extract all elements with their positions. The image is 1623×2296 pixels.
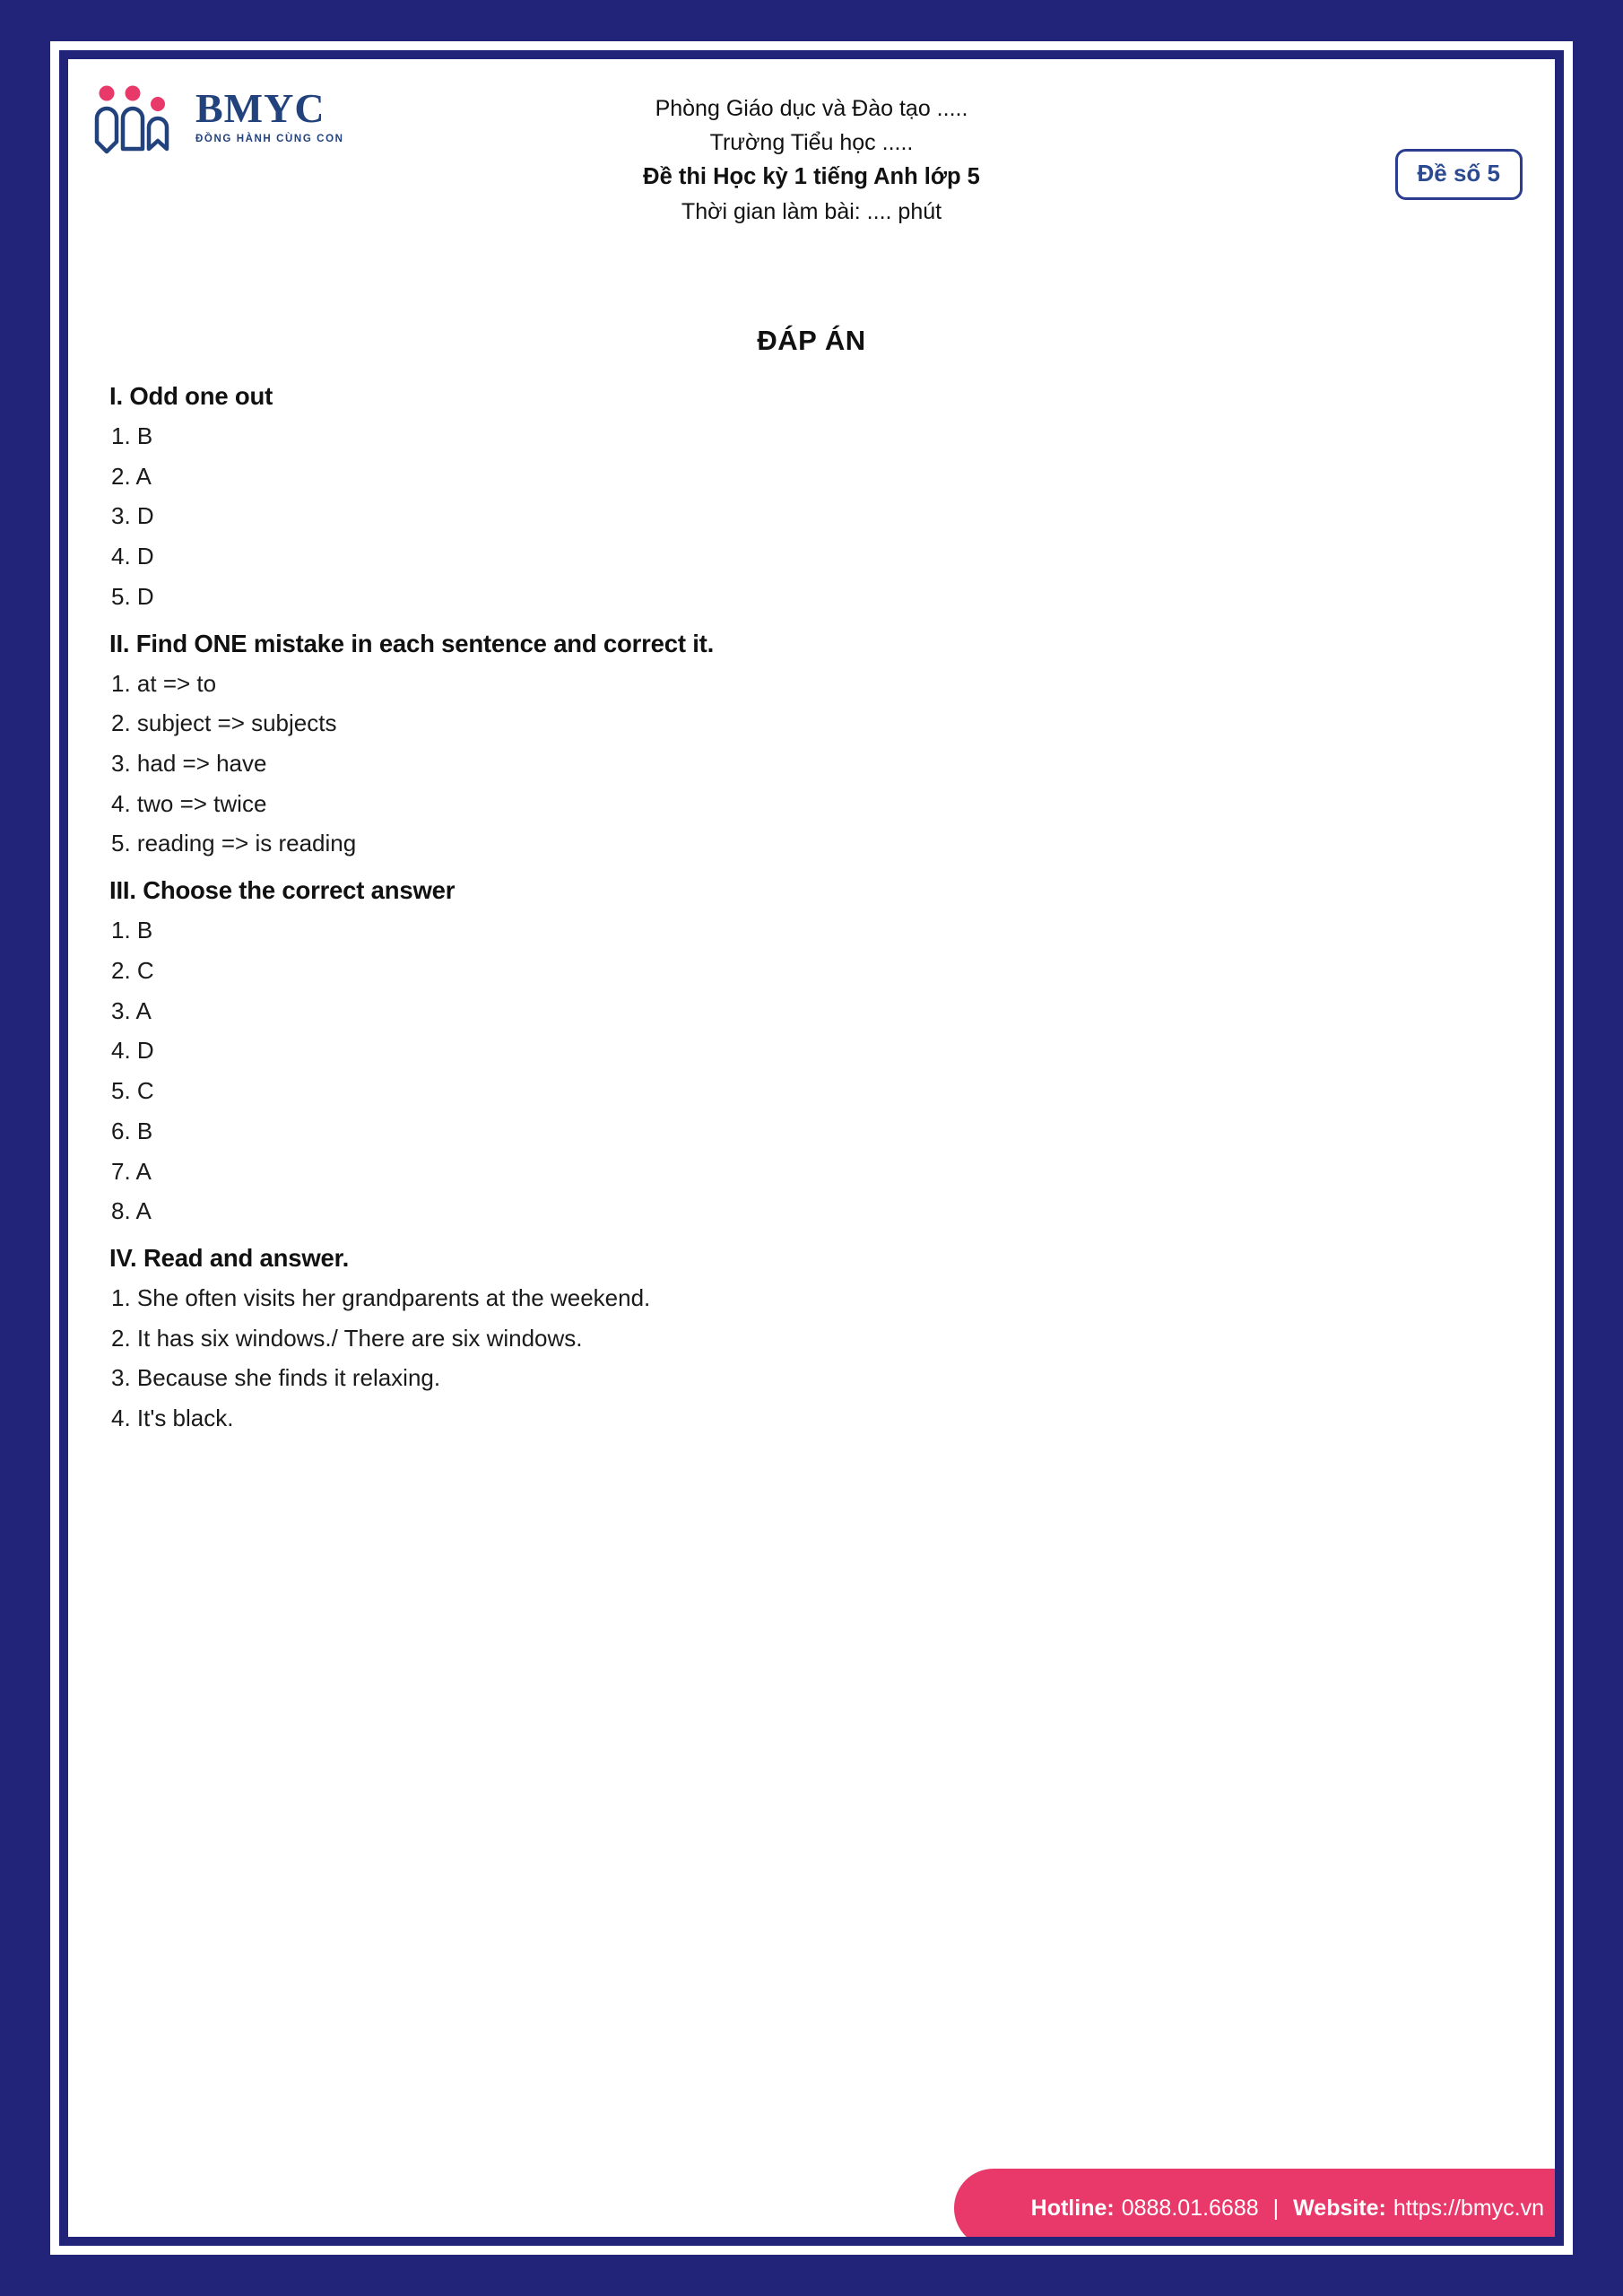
- section-i-item: 3. D: [111, 502, 154, 530]
- section-iii-item: 2. C: [111, 956, 154, 984]
- bmyc-logo-tagline: ĐỒNG HÀNH CÙNG CON: [195, 134, 344, 144]
- section-iii-item: 5. C: [111, 1077, 154, 1105]
- section-iv-item: 1. She often visits her grandparents at the weekend.: [111, 1283, 651, 1311]
- section-iv-item: 3. Because she finds it relaxing.: [111, 1364, 441, 1392]
- section-iii-heading: III. Choose the correct answer: [109, 876, 456, 905]
- header-line-exam-title: Đề thi Học kỳ 1 tiếng Anh lớp 5: [643, 164, 980, 189]
- section-ii-item: 4. two => twice: [111, 789, 267, 817]
- document-header: [68, 59, 1555, 319]
- header-line-department: Phòng Giáo dục và Đào tạo .....: [655, 96, 968, 121]
- section-i-item: 4. D: [111, 543, 154, 570]
- document-sheet: [68, 59, 1555, 2237]
- hotline-value: 0888.01.6688: [1121, 2195, 1259, 2221]
- section-i-item: 1. B: [111, 422, 153, 449]
- section-ii-item: 1. at => to: [111, 669, 217, 697]
- contact-footer-bar: [954, 2169, 1555, 2237]
- section-ii-heading: II. Find ONE mistake in each sentence and correct it.: [109, 629, 715, 657]
- hotline-label: Hotline:: [1030, 2195, 1115, 2221]
- header-line-duration: Thời gian làm bài: .... phút: [681, 198, 942, 224]
- footer-separator: |: [1272, 2195, 1280, 2221]
- section-ii-item: 3. had => have: [111, 750, 267, 778]
- section-i-item: 2. A: [111, 462, 152, 490]
- section-i-item: 5. D: [111, 582, 154, 610]
- section-i: [109, 382, 1555, 617]
- section-iii-item: 7. A: [111, 1157, 152, 1185]
- section-iii-item: 4. D: [111, 1037, 154, 1065]
- website-value: https://bmyc.vn: [1393, 2195, 1544, 2221]
- section-iii-item: 3. A: [111, 996, 152, 1024]
- website-label: Website:: [1293, 2195, 1386, 2221]
- section-iii-item: 6. B: [111, 1117, 153, 1144]
- section-iv: [109, 1244, 1555, 1439]
- section-iii: [109, 876, 1555, 1231]
- header-text-block: [68, 91, 1555, 229]
- exam-number-badge: Đề số 5: [1395, 149, 1523, 200]
- bmyc-logo-name: BMYC: [195, 85, 325, 131]
- section-iv-heading: IV. Read and answer.: [109, 1243, 350, 1272]
- section-i-heading: I. Odd one out: [109, 382, 273, 410]
- section-ii: [109, 630, 1555, 865]
- answer-key-title: ĐÁP ÁN: [757, 325, 866, 356]
- answer-key-content: [68, 382, 1555, 1439]
- section-ii-item: 5. reading => is reading: [111, 830, 357, 857]
- section-iii-item: 8. A: [111, 1197, 152, 1225]
- section-ii-item: 2. subject => subjects: [111, 709, 337, 737]
- section-iv-item: 2. It has six windows./ There are six windows.: [111, 1324, 583, 1352]
- section-iv-item: 4. It's black.: [111, 1405, 234, 1432]
- header-line-school: Trường Tiểu học .....: [709, 130, 914, 155]
- section-iii-item: 1. B: [111, 917, 153, 944]
